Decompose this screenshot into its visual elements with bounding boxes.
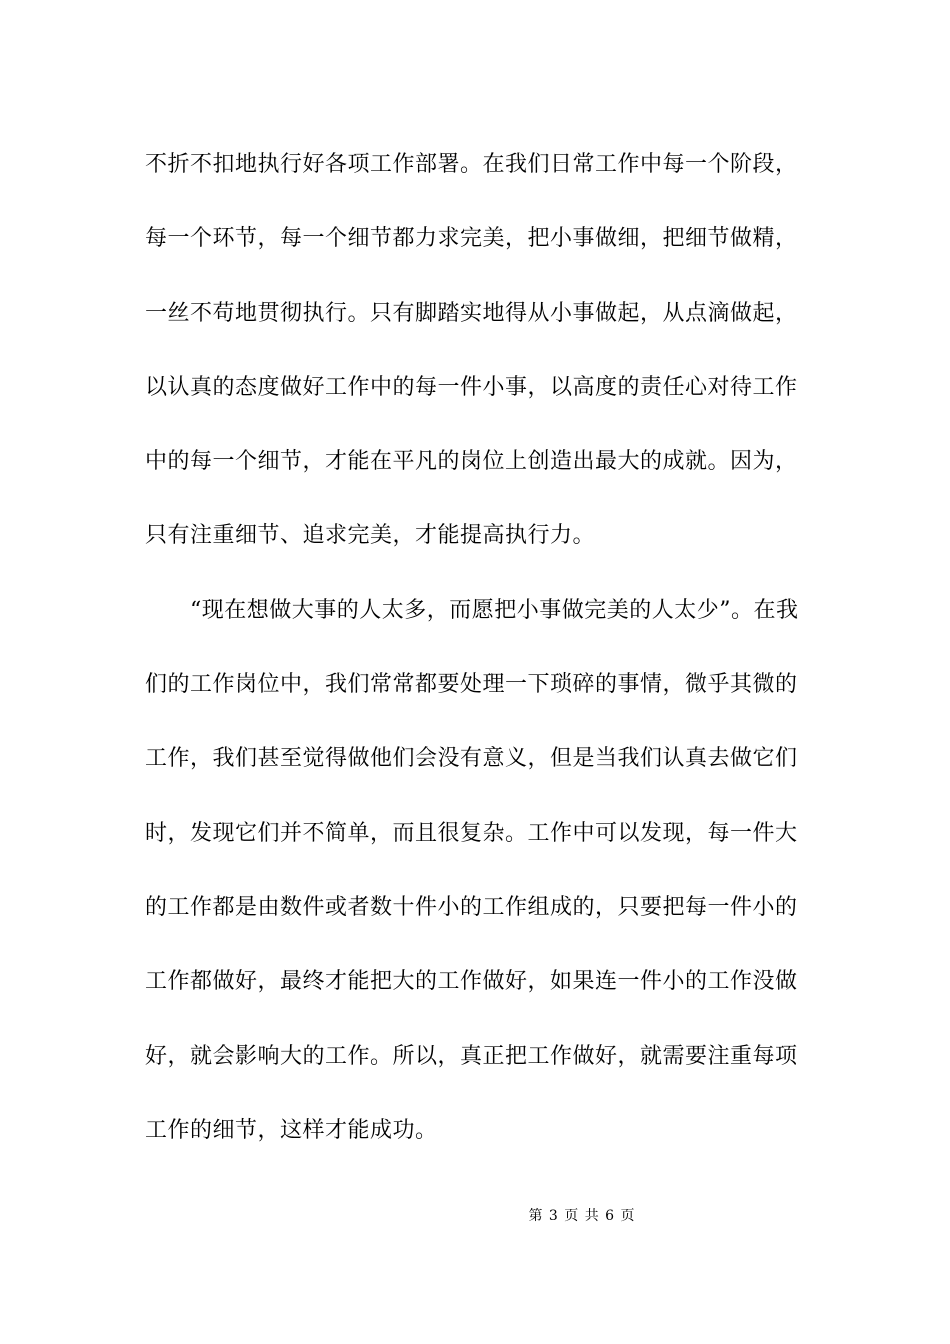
- page-footer: [0, 1205, 950, 1225]
- page-number: 第 3 页 共 6 页: [528, 1208, 636, 1224]
- paragraph-2: “现在想做大事的人太多，而愿把小事做完美的人太少”。在我们的工作岗位中，我们常常都要处理一下琐碎的事情，微乎其微的工作，我们甚至觉得做他们会没有意义，但是当我们认真去做它们时，发现它们并不简单，而且很复杂。工作中可以发现，每一件大的工作都是由数件或者数十件小的工作组成的，只要把每一件小的工作都做好，最终才能把大的工作做好，如果连一件小的工作没做好，就会影响大的工作。所以，真正把工作做好，就需要注重每项工作的细节，这样才能成功。: [145, 597, 799, 1143]
- document-body: [145, 128, 810, 1168]
- paragraph-1: 不折不扣地执行好各项工作部署。在我们日常工作中每一个阶段，每一个环节，每一个细节都力求完美，把小事做细，把细节做精，一丝不苟地贯彻执行。只有脚踏实地得从小事做起，从点滴做起，以认真的态度做好工作中的每一件小事，以高度的责任心对待工作中的每一个细节，才能在平凡的岗位上创造出最大的成就。因为，只有注重细节、追求完美，才能提高执行力。: [145, 152, 798, 549]
